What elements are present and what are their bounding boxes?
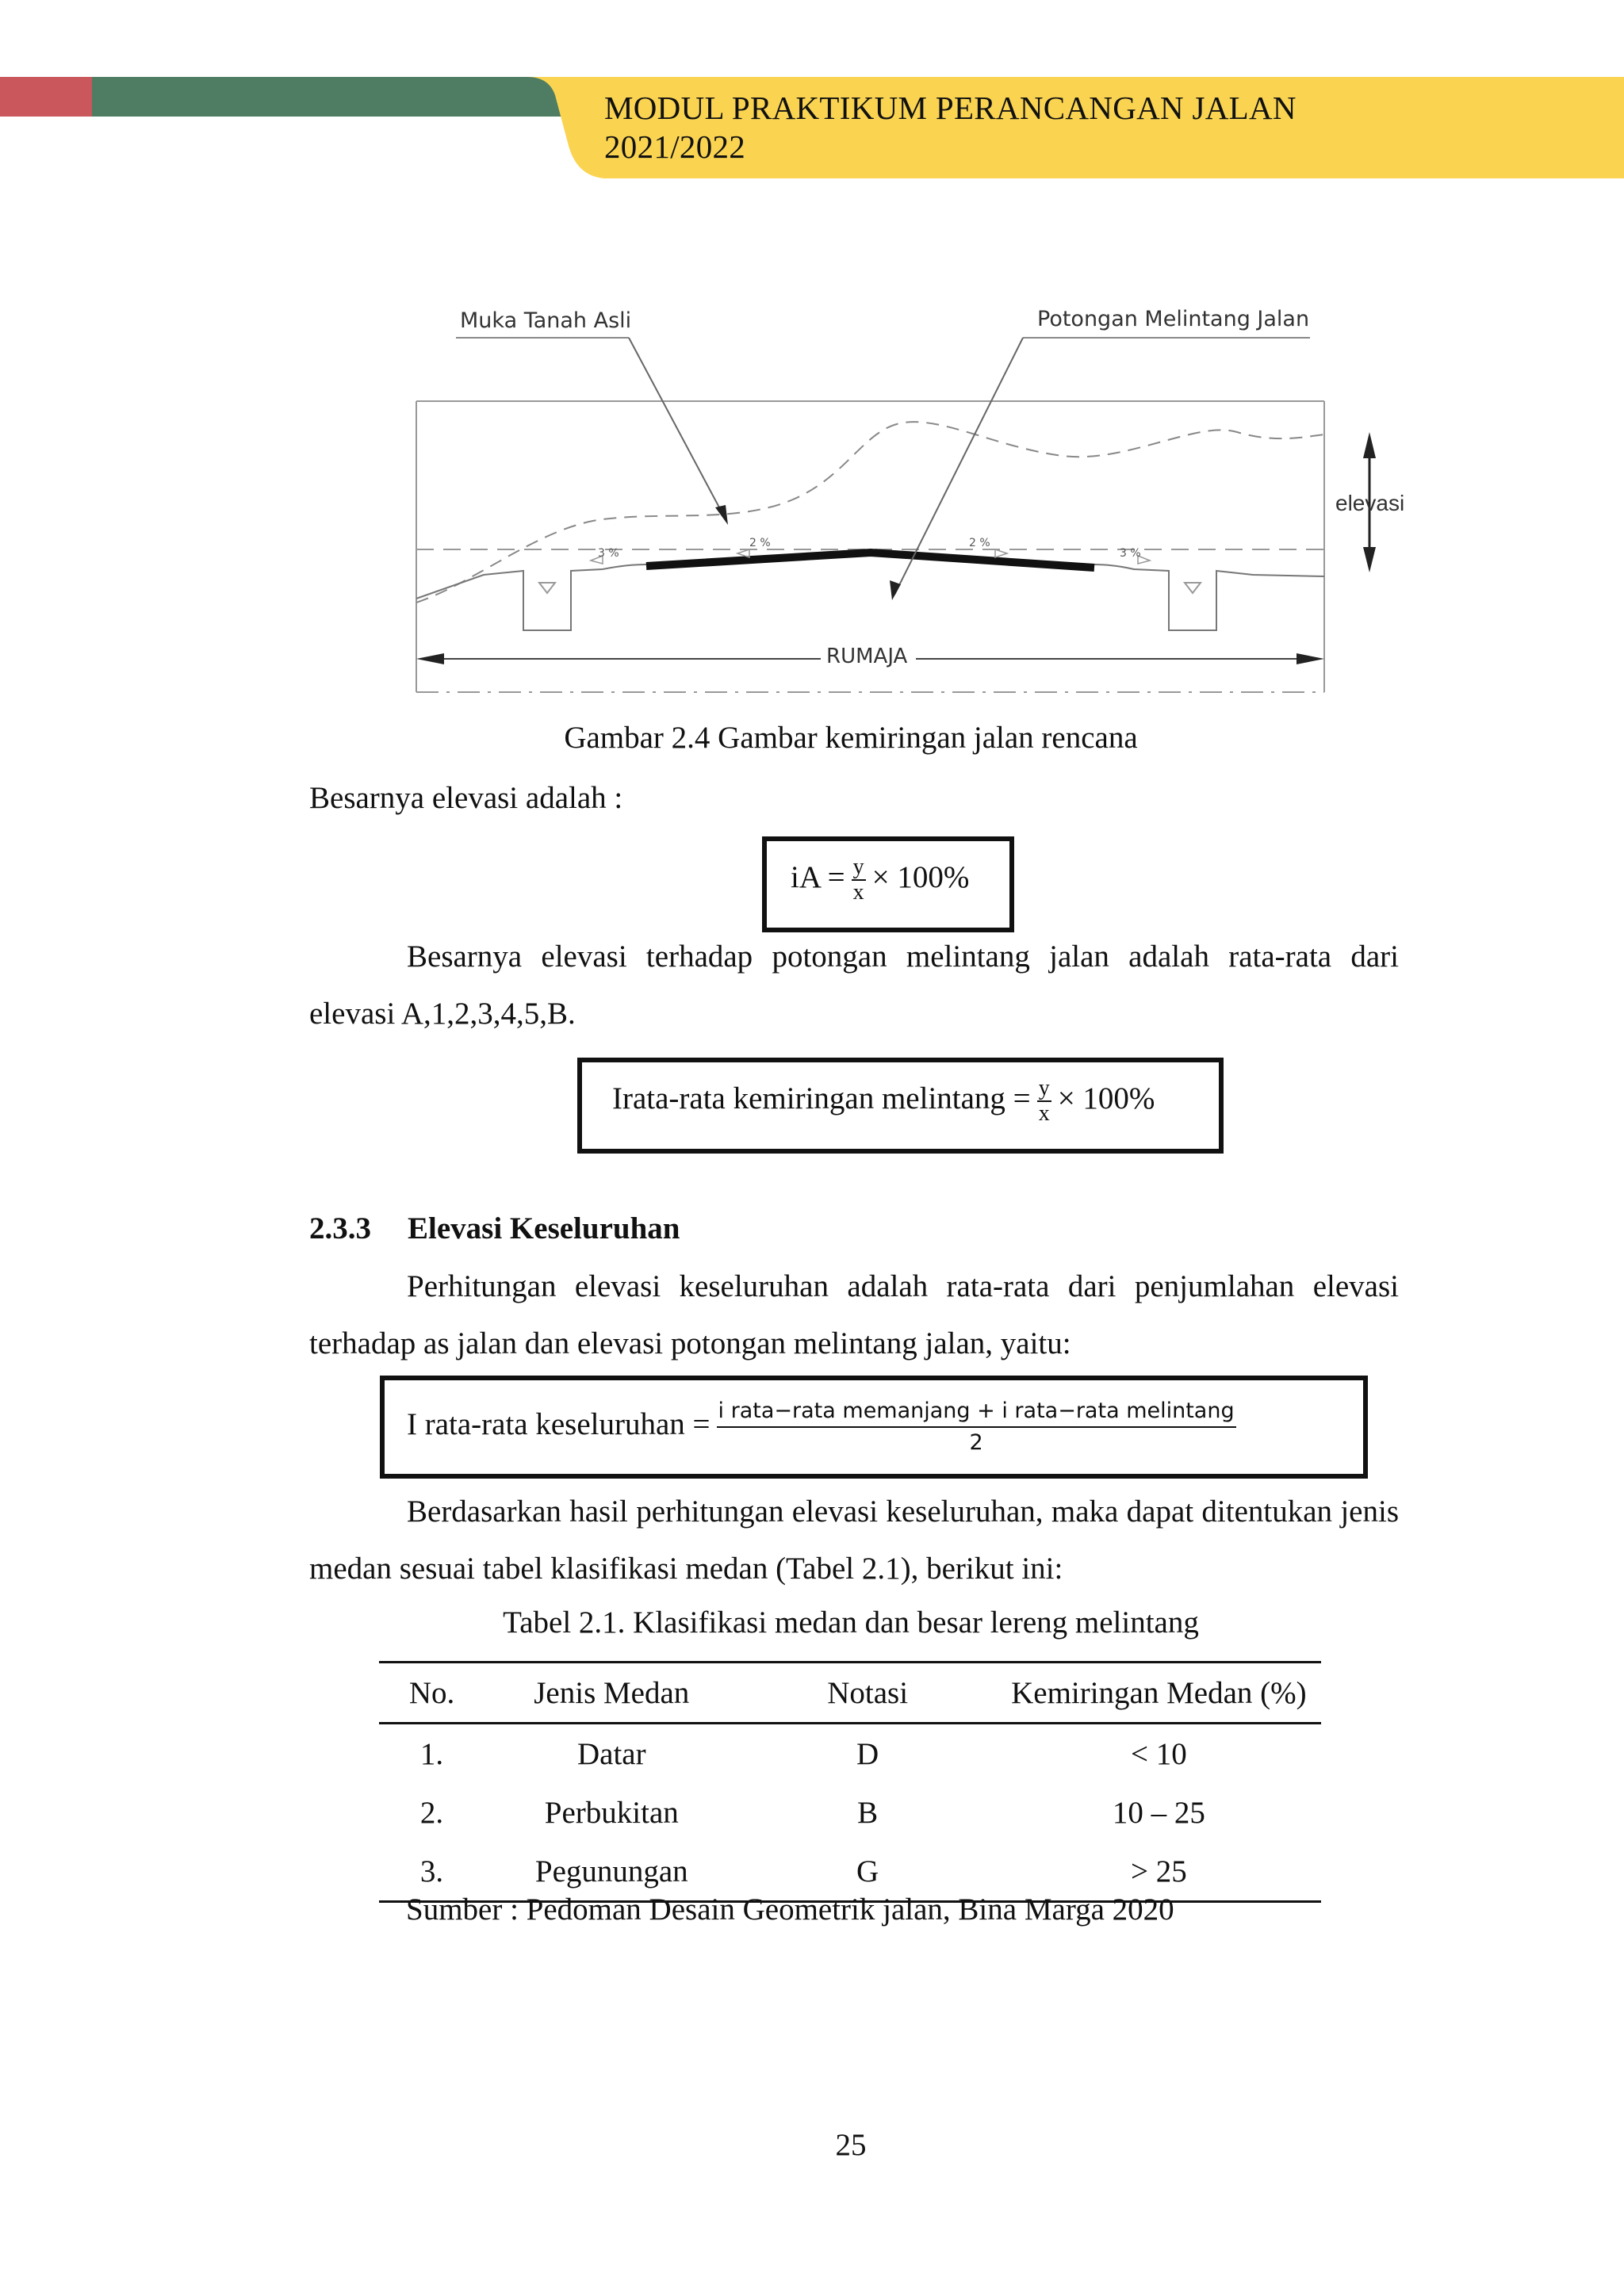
- formula-3-fraction: [717, 1396, 1236, 1458]
- water-mark-left: [539, 583, 555, 593]
- formula-2-fraction: [1037, 1077, 1051, 1126]
- cell-kemiringan: < 10: [1130, 1736, 1187, 1771]
- formula-box-3: [380, 1376, 1368, 1479]
- col-header-notasi: Notasi: [739, 1663, 997, 1724]
- page-number: 25: [835, 2128, 867, 2162]
- header-title-line2: 2021/2022: [604, 128, 746, 165]
- figure-caption: Gambar 2.4 Gambar kemiringan jalan rencana: [564, 721, 1138, 755]
- paragraph-3: Berdasarkan hasil perhitungan elevasi keseluruhan, maka dapat ditentukan jenis medan sesuai tabel klasifikasi medan (Tabel 2.1), berikut ini:: [309, 1494, 1399, 1586]
- cell-notasi: B: [857, 1795, 879, 1830]
- formula-2-lhs: Irata-rata kemiringan melintang =: [612, 1081, 1031, 1115]
- cell-no: 1.: [419, 1736, 444, 1771]
- cell-kemiringan: 10 – 25: [1112, 1795, 1205, 1830]
- cross-section-figure: [0, 0, 1624, 714]
- paragraph-2: Perhitungan elevasi keseluruhan adalah rata-rata dari penjumlahan elevasi terhadap as jalan dan elevasi potongan melintang jalan, yaitu:: [309, 1269, 1399, 1360]
- cell-jenis: Pegunungan: [485, 1842, 738, 1902]
- leader-ground: [629, 338, 726, 519]
- slope-label-2: 2 %: [749, 537, 771, 549]
- formula-1-den: x: [852, 880, 864, 905]
- label-rumaja: RUMAJA: [826, 645, 908, 668]
- formula-2: [612, 1077, 1155, 1126]
- rumaja-arrow-right: [1297, 653, 1324, 664]
- formula-box-1: [762, 836, 1014, 932]
- table-header-row: [379, 1663, 1321, 1724]
- formula-2-num: y: [1038, 1076, 1050, 1100]
- formula-box-2: [577, 1058, 1224, 1154]
- section-title: Elevasi Keseluruhan: [408, 1211, 680, 1246]
- section-number: 2.3.3: [309, 1211, 371, 1246]
- formula-3-lhs: I rata-rata keseluruhan =: [407, 1406, 710, 1441]
- cell-jenis: Perbukitan: [544, 1795, 679, 1830]
- formula-3-den: 2: [969, 1430, 983, 1455]
- paragraph-1: Besarnya elevasi terhadap potongan melintang jalan adalah rata-rata dari elevasi A,1,2,3,4,5,B.: [309, 939, 1399, 1031]
- table-source: Sumber : Pedoman Desain Geometrik jalan, Bina Marga 2020: [406, 1892, 1174, 1927]
- cell-kemiringan: > 25: [997, 1842, 1321, 1902]
- formula-3-num: i rata−rata memanjang + i rata−rata melintang: [717, 1396, 1236, 1428]
- rumaja-arrow-left: [416, 653, 444, 664]
- formula-2-den: x: [1038, 1101, 1050, 1126]
- col-header-no: No.: [379, 1663, 485, 1724]
- elevation-arrow-up: [1363, 432, 1376, 458]
- right-shoulder-ditch: [1094, 564, 1324, 630]
- cell-notasi: G: [739, 1842, 997, 1902]
- cell-no: 3.: [379, 1842, 485, 1902]
- formula-2-rhs: × 100%: [1057, 1081, 1155, 1115]
- label-elevation: elevasi: [1335, 491, 1405, 515]
- label-ground: Muka Tanah Asli: [460, 308, 632, 333]
- water-mark-right: [1185, 583, 1201, 593]
- col-header-kemiringan: Kemiringan Medan (%): [997, 1663, 1321, 1724]
- cell-jenis: Datar: [576, 1736, 646, 1771]
- cell-notasi: D: [856, 1736, 879, 1771]
- formula-1-fraction: [852, 855, 866, 905]
- formula-1-lhs: iA =: [791, 859, 845, 894]
- header-title-line1: MODUL PRAKTIKUM PERANCANGAN JALAN: [604, 90, 1297, 126]
- table-caption: Tabel 2.1. Klasifikasi medan dan besar lereng melintang: [503, 1605, 1199, 1640]
- formula-1: [791, 855, 969, 905]
- label-section: Potongan Melintang Jalan: [1037, 307, 1310, 331]
- col-header-jenis: Jenis Medan: [485, 1663, 738, 1724]
- slope-mark-2: [737, 549, 749, 557]
- table-row: [379, 1724, 1321, 1784]
- formula-1-num: y: [852, 855, 864, 879]
- elevation-arrow-down: [1363, 547, 1376, 572]
- table-header: [379, 1663, 1321, 1724]
- formula-3: [407, 1396, 1243, 1458]
- slope-label-1: 3 %: [598, 547, 619, 560]
- intro-text: Besarnya elevasi adalah :: [309, 781, 623, 815]
- original-ground-line: [416, 422, 1324, 603]
- slope-mark-3: [995, 549, 1007, 557]
- left-shoulder-ditch: [416, 564, 646, 630]
- cell-no: 2.: [419, 1795, 444, 1830]
- arrow-section: [890, 580, 901, 600]
- classification-table: [379, 1661, 1321, 1903]
- slope-label-4: 3 %: [1120, 547, 1141, 560]
- slope-label-3: 2 %: [969, 537, 990, 549]
- table-row: [379, 1783, 1321, 1842]
- formula-1-rhs: × 100%: [871, 859, 970, 894]
